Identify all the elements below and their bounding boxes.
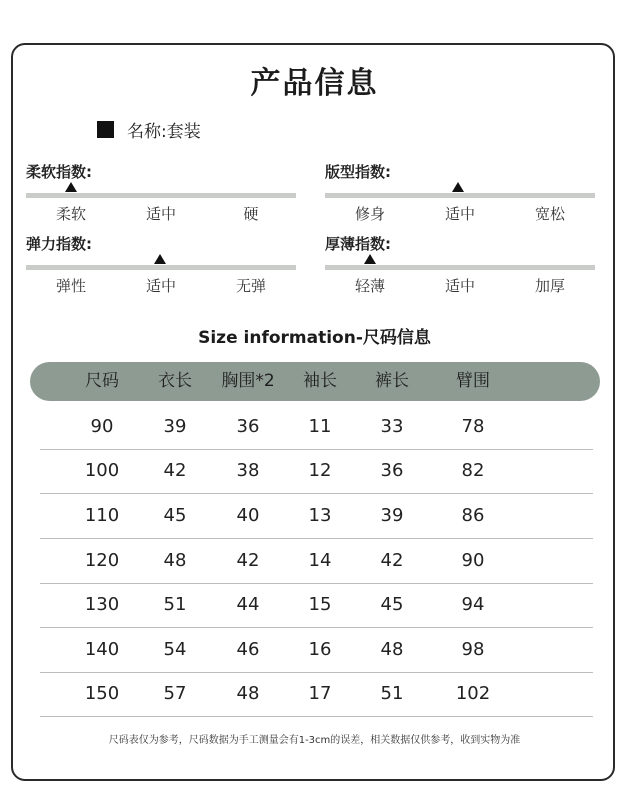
product-name-row xyxy=(97,117,201,142)
table-cell: 42 xyxy=(236,550,260,571)
table-cell: 16 xyxy=(308,639,332,660)
index-label: 弹性 xyxy=(55,277,86,295)
triangle-marker-icon xyxy=(364,254,376,264)
index-label: 适中 xyxy=(145,205,176,223)
table-row xyxy=(40,628,593,673)
table-row xyxy=(40,449,593,494)
product-name: 名称:套装 xyxy=(127,122,201,142)
table-cell: 36 xyxy=(236,416,260,437)
table-cell: 45 xyxy=(163,505,187,526)
header-sleeve: 袖长 xyxy=(303,371,337,391)
index-title: 弹力指数: xyxy=(26,235,92,253)
fit-index xyxy=(325,161,595,221)
table-cell: 13 xyxy=(308,505,332,526)
table-cell: 46 xyxy=(236,639,260,660)
index-bar xyxy=(26,265,296,270)
index-bar xyxy=(26,193,296,198)
index-bar xyxy=(325,265,595,270)
table-cell: 90 xyxy=(90,416,114,437)
index-label: 宽松 xyxy=(534,205,565,223)
index-label: 硬 xyxy=(243,205,259,223)
table-cell: 54 xyxy=(163,639,187,660)
triangle-marker-icon xyxy=(452,182,464,192)
table-cell: 42 xyxy=(163,460,187,481)
size-table-header xyxy=(30,362,600,401)
table-cell: 100 xyxy=(84,460,120,481)
table-cell: 42 xyxy=(380,550,404,571)
table-cell: 36 xyxy=(380,460,404,481)
header-chest: 胸围*2 xyxy=(221,371,275,391)
table-row xyxy=(40,539,593,584)
table-cell: 39 xyxy=(163,416,187,437)
index-labels xyxy=(26,275,296,296)
index-label: 适中 xyxy=(444,277,475,295)
index-label: 无弹 xyxy=(235,277,266,295)
index-label: 修身 xyxy=(354,205,385,223)
thickness-index xyxy=(325,233,595,293)
table-cell: 51 xyxy=(163,594,187,615)
triangle-marker-icon xyxy=(154,254,166,264)
table-cell: 57 xyxy=(163,683,187,704)
table-cell: 40 xyxy=(236,505,260,526)
table-cell: 17 xyxy=(308,683,332,704)
table-cell: 98 xyxy=(461,639,485,660)
square-bullet-icon xyxy=(97,121,114,138)
page-title: 产品信息 xyxy=(250,66,379,101)
header-size: 尺码 xyxy=(85,371,119,391)
table-row xyxy=(40,583,593,628)
table-cell: 38 xyxy=(236,460,260,481)
table-cell: 94 xyxy=(461,594,485,615)
index-labels xyxy=(325,203,595,224)
table-cell: 33 xyxy=(380,416,404,437)
table-row xyxy=(40,405,593,450)
table-row xyxy=(40,672,593,717)
table-cell: 78 xyxy=(461,416,485,437)
index-title: 柔软指数: xyxy=(26,163,92,181)
index-label: 轻薄 xyxy=(354,277,385,295)
index-title: 版型指数: xyxy=(325,163,391,181)
table-cell: 51 xyxy=(380,683,404,704)
index-bar xyxy=(325,193,595,198)
table-cell: 110 xyxy=(84,505,120,526)
table-cell: 11 xyxy=(308,416,332,437)
header-arm: 臂围 xyxy=(456,371,490,391)
header-pants: 裤长 xyxy=(375,371,409,391)
index-labels xyxy=(325,275,595,296)
index-labels xyxy=(26,203,296,224)
table-cell: 130 xyxy=(84,594,120,615)
index-label: 柔软 xyxy=(55,205,86,223)
table-cell: 48 xyxy=(380,639,404,660)
header-length: 衣长 xyxy=(158,371,192,391)
table-cell: 150 xyxy=(84,683,120,704)
size-information-heading: Size information-尺码信息 xyxy=(198,328,431,348)
table-cell: 102 xyxy=(455,683,491,704)
elasticity-index xyxy=(26,233,296,293)
table-cell: 86 xyxy=(461,505,485,526)
table-cell: 12 xyxy=(308,460,332,481)
index-title: 厚薄指数: xyxy=(325,235,391,253)
size-footnote: 尺码表仅为参考，尺码数据为手工测量会有1-3cm的误差，相关数据仅供参考，收到实物为准 xyxy=(108,735,521,746)
index-label: 适中 xyxy=(145,277,176,295)
table-cell: 15 xyxy=(308,594,332,615)
table-cell: 120 xyxy=(84,550,120,571)
table-cell: 140 xyxy=(84,639,120,660)
index-label: 加厚 xyxy=(534,277,565,295)
table-cell: 48 xyxy=(163,550,187,571)
softness-index xyxy=(26,161,296,221)
table-cell: 82 xyxy=(461,460,485,481)
table-cell: 44 xyxy=(236,594,260,615)
table-cell: 48 xyxy=(236,683,260,704)
triangle-marker-icon xyxy=(65,182,77,192)
table-row xyxy=(40,494,593,539)
table-cell: 45 xyxy=(380,594,404,615)
table-cell: 14 xyxy=(308,550,332,571)
table-cell: 39 xyxy=(380,505,404,526)
table-cell: 90 xyxy=(461,550,485,571)
index-label: 适中 xyxy=(444,205,475,223)
